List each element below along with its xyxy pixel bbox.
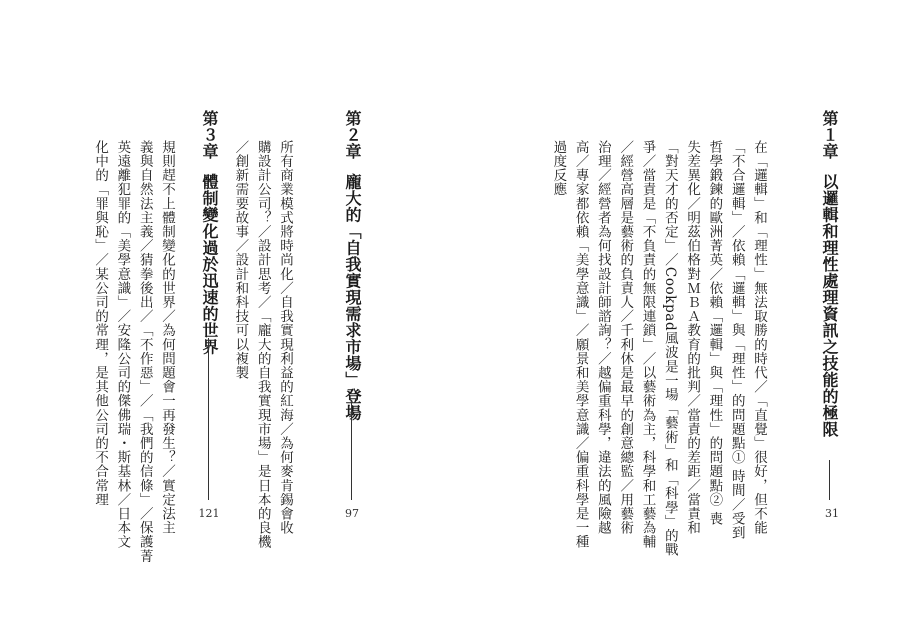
chapter-1-heading xyxy=(819,110,839,438)
chapter-3-line: 義與自然法主義／猜拳後出／「不作惡」／「我們的信條」／保護菁 xyxy=(136,140,153,563)
chapter-1-line: 失差異化／明茲伯格對ＭＢＡ教育的批判／當責的差距／當責和 xyxy=(684,140,701,535)
chapter-1-line: 「不合邏輯」／依賴「邏輯」與「理性」的問題點① 時間／受到 xyxy=(728,140,745,540)
chapter-2-summary xyxy=(229,140,296,549)
chapter-2-line: 所有商業模式將時尚化／自我實現利益的紅海／為何麥肯錫會收 xyxy=(277,140,293,535)
chapter-1-line: 「對天才的否定」／Cookpad風波是一場「藝術」和「科學」的戰 xyxy=(661,140,678,557)
chapter-2-title: 龐大的「自我實現需求市場」登場 xyxy=(343,173,362,421)
chapter-3-line: 化中的「罪與恥」／某公司的常理，是其他公司的不合常理 xyxy=(92,140,109,507)
chapter-3-title: 體制變化過於迅速的世界 xyxy=(200,173,219,355)
chapter-2-line: 購設計公司？／設計思考／「龐大的自我實現市場」是日本的良機 xyxy=(254,140,271,549)
chapter-1-title: 以邏輯和理性處理資訊之技能的極限 xyxy=(820,173,839,438)
chapter-1-line: 高／專家都依賴「美學意識」／願景和美學意識／偏重科學是一種 xyxy=(572,140,589,549)
chapter-2-rule xyxy=(351,400,352,500)
chapter-1-page-number: 31 xyxy=(825,507,839,520)
chapter-3-page-number: 121 xyxy=(198,507,220,520)
chapter-1-label: 第１章 xyxy=(820,110,839,160)
chapter-1-line: 治理／經營者為何找設計師諮詢？／越偏重科學，違法的風險越 xyxy=(594,140,611,535)
chapter-1-line: 在「邏輯」和「理性」無法取勝的時代／「直覺」很好，但不能 xyxy=(751,140,767,535)
chapter-2-line: ／創新需要故事／設計和科技可以複製 xyxy=(232,140,249,380)
chapter-2-page-number: 97 xyxy=(345,507,359,520)
chapter-3-heading xyxy=(199,110,219,355)
chapter-1-line: 爭／當責是「不負責的無限連鎖」／以藝術為主，科學和工藝為輔 xyxy=(639,140,656,549)
chapter-1-rule xyxy=(829,460,830,500)
chapter-3-line: 規則趕不上體制變化的世界／為何問題會一再發生？／實定法主 xyxy=(159,140,175,535)
chapter-3-rule xyxy=(208,338,209,500)
chapter-3-summary xyxy=(89,140,178,563)
chapter-1-line: ／經營高層是藝術的負責人／千利休是最早的創意總監／用藝術 xyxy=(617,140,634,535)
chapter-2-label: 第２章 xyxy=(343,110,362,160)
chapter-1-line: 哲學鍛鍊的歐洲菁英／依賴「邏輯」與「理性」的問題點② 喪 xyxy=(706,140,723,526)
chapter-1-summary xyxy=(547,140,770,557)
chapter-3-label: 第３章 xyxy=(200,110,219,160)
chapter-2-heading xyxy=(342,110,362,421)
chapter-3-line: 英遠離犯罪的「美學意識」／安隆公司的傑佛瑞・斯基林／日本文 xyxy=(114,140,131,549)
chapter-1-line: 過度反應 xyxy=(550,140,567,197)
